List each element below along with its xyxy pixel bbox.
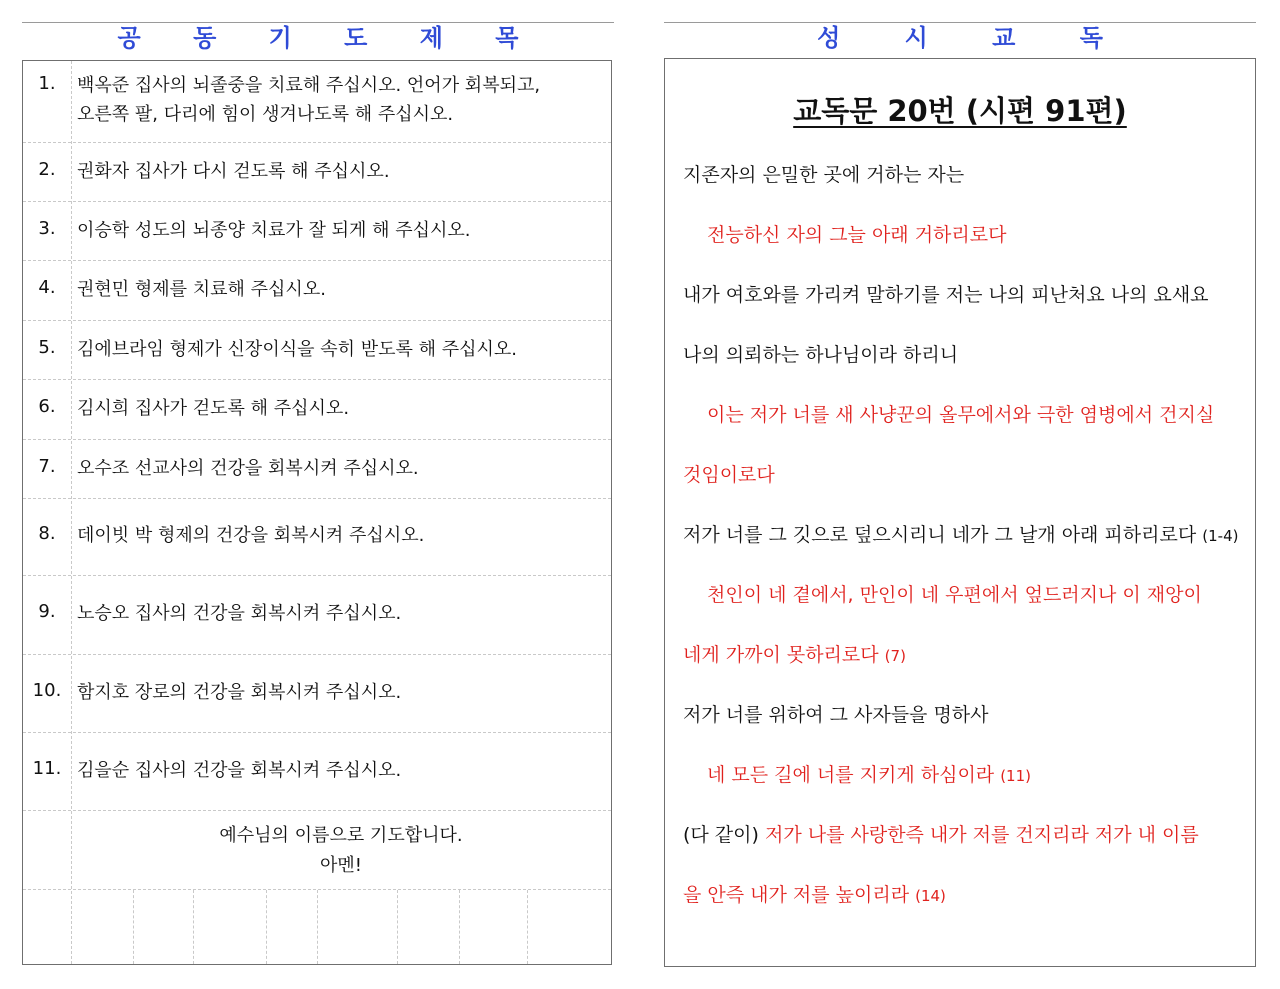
reading-line: 나의 의뢰하는 하나님이라 하리니 xyxy=(683,344,959,366)
grid-line xyxy=(459,890,460,964)
reading-line: 저가 너를 그 깃으로 덮으시리니 네가 그 날개 아래 피하리로다 (1-4) xyxy=(683,524,1239,546)
reading-line: 지존자의 은밀한 곳에 거하는 자는 xyxy=(683,164,965,186)
reading-line: 천인이 네 곁에서, 만인이 네 우편에서 엎드러지나 이 재앙이 xyxy=(707,584,1202,606)
reading-line: (다 같이) 저가 나를 사랑한즉 내가 저를 건지리라 저가 내 이름 xyxy=(683,824,1199,846)
prayer-item: 8. 데이빗 박 형제의 건강을 회복시켜 주십시오. xyxy=(23,499,611,576)
prayer-item: 1. 백옥준 집사의 뇌졸중을 치료해 주십시오. 언어가 회복되고, 오른쪽 팔, 다리에 힘이 생겨나도록 해 주십시오. xyxy=(23,61,611,143)
prayer-list-panel xyxy=(22,60,612,965)
reading-line: 네게 가까이 못하리로다 (7) xyxy=(683,644,906,666)
prayer-item: 4. 권현민 형제를 치료해 주십시오. xyxy=(23,261,611,321)
reading-line: 전능하신 자의 그늘 아래 거하리로다 xyxy=(707,224,1007,246)
grid-line xyxy=(133,890,134,964)
prayer-item: 10. 함지호 장로의 건강을 회복시켜 주십시오. xyxy=(23,655,611,733)
prayer-item: 6. 김시희 집사가 걷도록 해 주십시오. xyxy=(23,380,611,440)
prayer-item: 3. 이승학 성도의 뇌종양 치료가 잘 되게 해 주십시오. xyxy=(23,202,611,261)
prayer-section-title: 공 동 기 도 제 목 xyxy=(117,24,519,52)
prayer-item: 2. 권화자 집사가 다시 걷도록 해 주십시오. xyxy=(23,143,611,202)
reading-line: 을 안즉 내가 저를 높이리라 (14) xyxy=(683,884,946,906)
reading-line: 내가 여호와를 가리켜 말하기를 저는 나의 피난처요 나의 요새요 xyxy=(683,284,1209,306)
prayer-item: 9. 노승오 집사의 건강을 회복시켜 주십시오. xyxy=(23,576,611,655)
grid-line xyxy=(317,890,318,964)
prayer-item: 7. 오수조 선교사의 건강을 회복시켜 주십시오. xyxy=(23,440,611,499)
prayer-item: 11. 김을순 집사의 건강을 회복시켜 주십시오. xyxy=(23,733,611,811)
grid-line xyxy=(193,890,194,964)
grid-line xyxy=(397,890,398,964)
responsive-reading-section-title: 성 시 교 독 xyxy=(817,24,1103,52)
responsive-reading-panel xyxy=(664,58,1256,967)
grid-line xyxy=(266,890,267,964)
reading-line: 이는 저가 너를 새 사냥꾼의 올무에서와 극한 염병에서 건지실 xyxy=(707,404,1215,426)
reading-line: 네 모든 길에 너를 지키게 하심이라 (11) xyxy=(707,764,1031,786)
closing-row: 예수님의 이름으로 기도합니다. 아멘! xyxy=(23,811,611,890)
reading-line: 것임이로다 xyxy=(683,464,775,486)
reading-heading: 교독문 20번 (시편 91편) xyxy=(793,94,1127,128)
reading-line: 저가 너를 위하여 그 사자들을 명하사 xyxy=(683,704,989,726)
grid-line xyxy=(527,890,528,964)
prayer-item: 5. 김에브라임 형제가 신장이식을 속히 받도록 해 주십시오. xyxy=(23,321,611,380)
